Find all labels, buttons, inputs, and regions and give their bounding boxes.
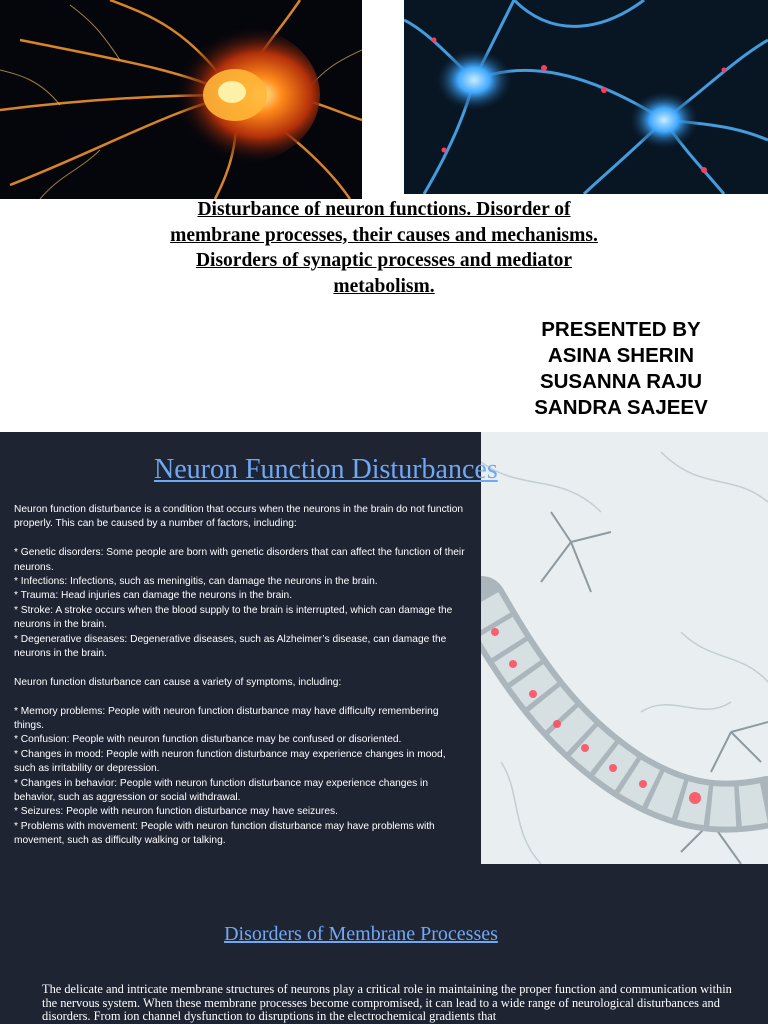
section-heading: Neuron Function Disturbances [154, 454, 498, 485]
body-bullet: * Changes in behavior: People with neuron function disturbance may experience changes in behavior, such as aggression or social withdrawal. [14, 777, 428, 804]
body-paragraph: Neuron function disturbance is a condition that occurs when the neurons in the brain do not function properly. This can be caused by a number of factors, including: [14, 504, 464, 530]
myelinated-axon-image [481, 432, 768, 864]
body-bullet: * Memory problems: People with neuron function disturbance may have difficulty remembering things. [14, 705, 439, 732]
presenters-block [496, 317, 746, 421]
body-bullet: * Problems with movement: People with neuron function disturbance may have problems with movement, such as difficulty walking or talking. [14, 820, 435, 847]
title-line: Disorders of synaptic processes and mediator [195, 250, 573, 271]
body-bullet: * Genetic disorders: Some people are born with genetic disorders that can affect the function of their neurons. [14, 547, 465, 573]
blue-neuron-network-image [404, 0, 768, 194]
section-body [14, 503, 469, 849]
title-slide [0, 0, 768, 432]
body-bullet: * Changes in mood: People with neuron function disturbance may experience changes in mood, such as irritability or depression. [14, 748, 446, 775]
presentation-title [140, 197, 628, 299]
subsection-heading: Disorders of Membrane Processes [224, 923, 498, 945]
glowing-neuron-image [0, 0, 362, 199]
title-line: Disturbance of neuron functions. Disorder of [197, 199, 571, 220]
body-bullet: * Degenerative diseases: Degenerative diseases, such as Alzheimer’s disease, can damage the neurons in the brain. [14, 633, 447, 660]
title-line: membrane processes, their causes and mechanisms. [170, 224, 598, 246]
presented-by-label: PRESENTED BY [541, 318, 701, 341]
presenter-name: SUSANNA RAJU [539, 370, 703, 393]
membrane-paragraph: The delicate and intricate membrane structures of neurons play a critical role in maintaining the proper function and communication within the nervous system. When these membrane processes become compromised, it can lead to a wide range of neurological disturbances and disorders. From ion channel dysfunction to disruptions in the electrochemical gradients that [42, 982, 732, 1024]
body-bullet: * Stroke: A stroke occurs when the blood supply to the brain is interrupted, which can damage the neurons in the brain. [14, 604, 453, 631]
body-bullet: * Seizures: People with neuron function disturbance may have seizures. [14, 806, 338, 818]
presenter-name: ASINA SHERIN [547, 344, 695, 367]
body-paragraph: Neuron function disturbance can cause a variety of symptoms, including: [14, 676, 342, 688]
body-bullet: * Trauma: Head injuries can damage the neurons in the brain. [14, 590, 293, 602]
presenter-name: SANDRA SAJEEV [534, 396, 708, 419]
body-bullet: * Infections: Infections, such as meningitis, can damage the neurons in the brain. [14, 576, 378, 588]
title-line: metabolism. [333, 275, 435, 297]
body-bullet: * Confusion: People with neuron function disturbance may be confused or disoriented. [14, 734, 402, 746]
content-slide [0, 432, 768, 1024]
